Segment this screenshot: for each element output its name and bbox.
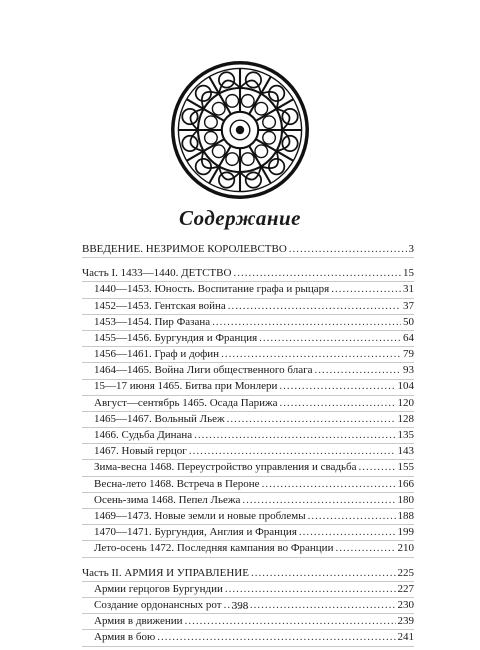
toc-leader-dots (308, 509, 396, 524)
toc-entry (82, 541, 414, 557)
toc-leader-dots (242, 493, 395, 508)
toc-entry-page: 180 (397, 493, 414, 506)
toc-entry (82, 331, 414, 347)
toc-entry (82, 299, 414, 315)
toc-entry-page: 241 (397, 631, 414, 644)
toc-leader-dots (331, 282, 401, 297)
toc-entry-title: 1452—1453. Гентская война (94, 299, 226, 312)
toc-leader-dots (279, 379, 395, 394)
toc-entry (82, 396, 414, 412)
toc-entry-page: 64 (403, 331, 414, 344)
toc-leader-dots (157, 630, 395, 645)
toc-entry (82, 509, 414, 525)
toc-entry-title: 1455—1456. Бургундия и Франция (94, 331, 258, 344)
toc-entry (82, 412, 414, 428)
toc-entry (82, 266, 414, 282)
toc-leader-dots (225, 582, 396, 597)
toc-entry-page: 37 (403, 299, 414, 312)
toc-entry-title: 1466. Судьба Динана (94, 429, 193, 442)
toc-entry (82, 460, 414, 476)
toc-entry-page: 93 (403, 364, 414, 377)
toc-entry-title: Армия в движении (94, 615, 183, 628)
page-title: Содержание (179, 206, 301, 230)
table-of-contents (82, 242, 414, 647)
toc-entry (82, 428, 414, 444)
toc-entry-title: 15—17 июня 1465. Битва при Монлери (94, 380, 278, 393)
toc-entry-page: 210 (397, 542, 414, 555)
toc-leader-dots (227, 412, 396, 427)
toc-entry-title: Зима-весна 1468. Переустройство управления и свадьба (94, 461, 357, 474)
toc-entry-title: Август—сентябрь 1465. Осада Парижа (94, 396, 278, 409)
toc-entry-title: Лето-осень 1472. Последняя кампания во Франции (94, 542, 334, 555)
toc-leader-dots (299, 525, 396, 540)
toc-leader-dots (289, 242, 407, 257)
toc-leader-dots (189, 444, 396, 459)
toc-entry (82, 242, 414, 258)
toc-entry-title: 1465—1467. Вольный Льеж (94, 412, 225, 425)
toc-entry (82, 493, 414, 509)
toc-entry-title: 1467. Новый герцог (94, 445, 187, 458)
toc-entry-title: Создание ордонансных рот (94, 598, 222, 611)
toc-entry-title: 1470—1471. Бургундия, Англия и Франция (94, 526, 297, 539)
page-number: 398 (231, 600, 249, 612)
toc-entry-page: 104 (397, 380, 414, 393)
toc-leader-dots (335, 541, 395, 556)
toc-entry-page: 227 (397, 582, 414, 595)
toc-entry (82, 582, 414, 598)
toc-entry (82, 363, 414, 379)
toc-entry-title: Часть II. АРМИЯ И УПРАВЛЕНИЕ (82, 566, 249, 579)
toc-entry (82, 444, 414, 460)
toc-entry-title: 1440—1453. Юность. Воспитание графа и рыцаря (94, 283, 330, 296)
toc-entry-page: 3 (408, 242, 414, 255)
toc-entry-page: 135 (397, 429, 414, 442)
toc-entry (82, 282, 414, 298)
toc-entry-page: 188 (397, 509, 414, 522)
toc-leader-dots (185, 614, 396, 629)
toc-leader-dots (279, 396, 395, 411)
toc-entry-page: 120 (397, 396, 414, 409)
toc-entry-title: 1453—1454. Пир Фазана (94, 315, 211, 328)
toc-entry-page: 166 (397, 477, 414, 490)
toc-leader-dots (228, 299, 401, 314)
toc-entry-page: 239 (397, 615, 414, 628)
toc-leader-dots (221, 347, 401, 362)
toc-entry (82, 525, 414, 541)
toc-entry-title: Весна-лето 1468. Встреча в Пероне (94, 477, 260, 490)
toc-entry-page: 50 (403, 315, 414, 328)
toc-entry-title: ВВЕДЕНИЕ. НЕЗРИМОЕ КОРОЛЕВСТВО (82, 242, 287, 255)
toc-entry-page: 199 (397, 526, 414, 539)
toc-entry (82, 614, 414, 630)
toc-entry-page: 15 (403, 267, 414, 280)
toc-entry (82, 380, 414, 396)
toc-entry (82, 566, 414, 582)
toc-leader-dots (212, 315, 401, 330)
toc-entry-page: 225 (397, 566, 414, 579)
toc-entry-page: 155 (397, 461, 414, 474)
toc-entry-title: 1469—1473. Новые земли и новые проблемы (94, 509, 306, 522)
toc-entry-page: 128 (397, 412, 414, 425)
toc-entry-title: 1464—1465. Война Лиги общественного блага (94, 364, 313, 377)
toc-entry (82, 630, 414, 646)
toc-entry-page: 79 (403, 348, 414, 361)
toc-entry (82, 315, 414, 331)
toc-entry-title: Армия в бою (94, 631, 156, 644)
toc-leader-dots (262, 477, 396, 492)
toc-entry-page: 143 (397, 445, 414, 458)
toc-entry-title: Армии герцогов Бургундии (94, 582, 223, 595)
toc-leader-dots (315, 363, 401, 378)
toc-leader-dots (359, 460, 396, 475)
toc-entry-title: Осень-зима 1468. Пепел Льежа (94, 493, 241, 506)
toc-leader-dots (194, 428, 395, 443)
toc-entry-page: 230 (397, 598, 414, 611)
toc-entry-title: 1456—1461. Граф и дофин (94, 348, 220, 361)
toc-entry (82, 347, 414, 363)
toc-leader-dots (259, 331, 401, 346)
toc-entry-page: 31 (403, 283, 414, 296)
toc-entry-title: Часть I. 1433—1440. ДЕТСТВО (82, 267, 232, 280)
rose-window-ornament (170, 60, 310, 200)
toc-leader-dots (233, 266, 401, 281)
toc-leader-dots (251, 566, 396, 581)
toc-entry (82, 477, 414, 493)
